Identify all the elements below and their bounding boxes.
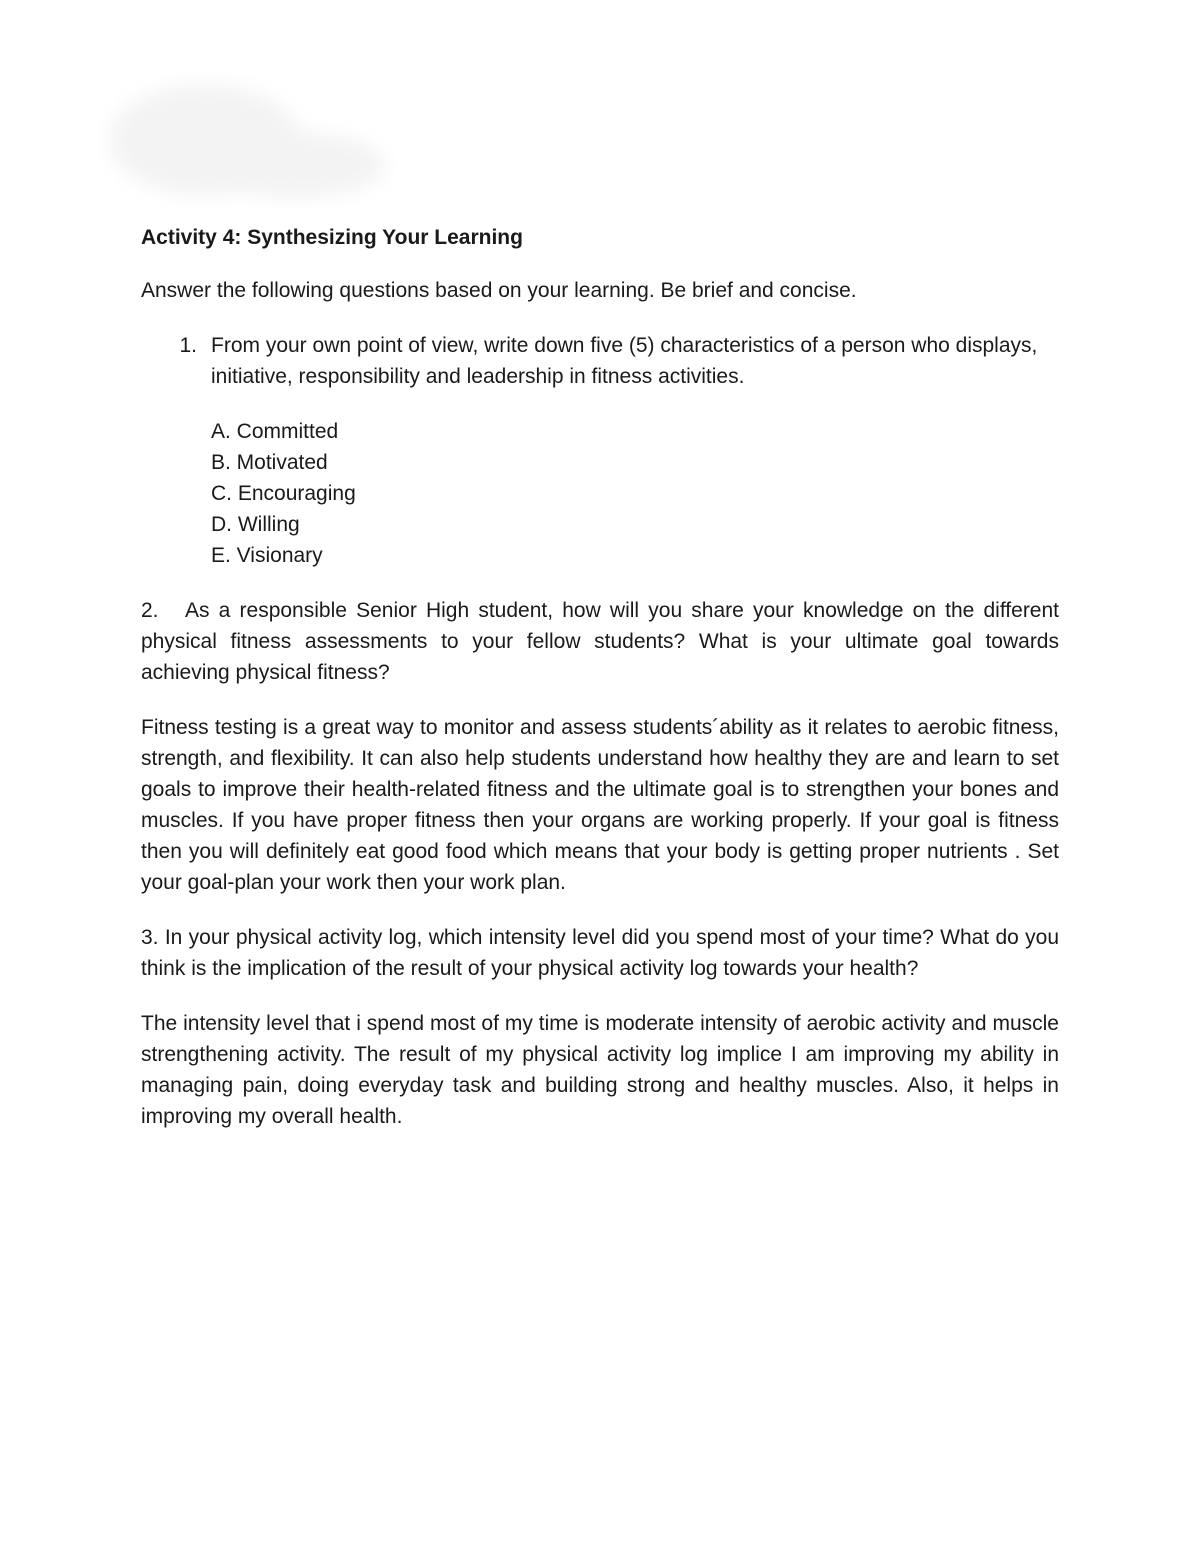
question-2-number: 2. [141,599,159,622]
question-3: 3. In your physical activity log, which intensity level did you spend most of your time? What do you think is the implication of the result of your physical activity log towards your health? [141,926,1059,980]
answer-item: C. Encouraging [211,482,356,505]
question-1 [141,330,1059,392]
answer-item: A. Committed [211,420,339,443]
answer-item: D. Willing [211,513,300,536]
document-body [141,222,1059,1156]
activity-title: Activity 4: Synthesizing Your Learning [141,226,523,249]
answer-item: B. Motivated [211,451,328,474]
question-2-text: As a responsible Senior High student, how will you share your knowledge on the different physical fitness assessments to your fellow students? What is your ultimate goal towards achieving physical fitness? [141,599,1059,684]
answer-item: E. Visionary [211,544,323,567]
instructions: Answer the following questions based on your learning. Be brief and concise. [141,279,857,302]
question-2 [141,595,1059,688]
question-1-number: 1. [179,334,197,357]
question-1-answers [211,416,1059,571]
question-3-answer: The intensity level that i spend most of my time is moderate intensity of aerobic activity and muscle strengthening activity. The result of my physical activity log implice I am improving my ability in managing pain, doing everyday task and building strong and healthy muscles. Also, it helps in improving my overall health. [141,1012,1059,1128]
question-1-text: From your own point of view, write down five (5) characteristics of a person who displays, initiative, responsibility and leadership in fitness activities. [211,334,1038,388]
question-2-answer: Fitness testing is a great way to monitor and assess students´ability as it relates to aerobic fitness, strength, and flexibility. It can also help students understand how healthy they are and learn to set goals to improve their health-related fitness and the ultimate goal is to strengthen your bones and muscles. If you have proper fitness then your organs are working properly. If your goal is fitness then you will definitely eat good food which means that your body is getting proper nutrients . Set your goal-plan your work then your work plan. [141,716,1059,894]
redaction-smudge [95,70,395,210]
